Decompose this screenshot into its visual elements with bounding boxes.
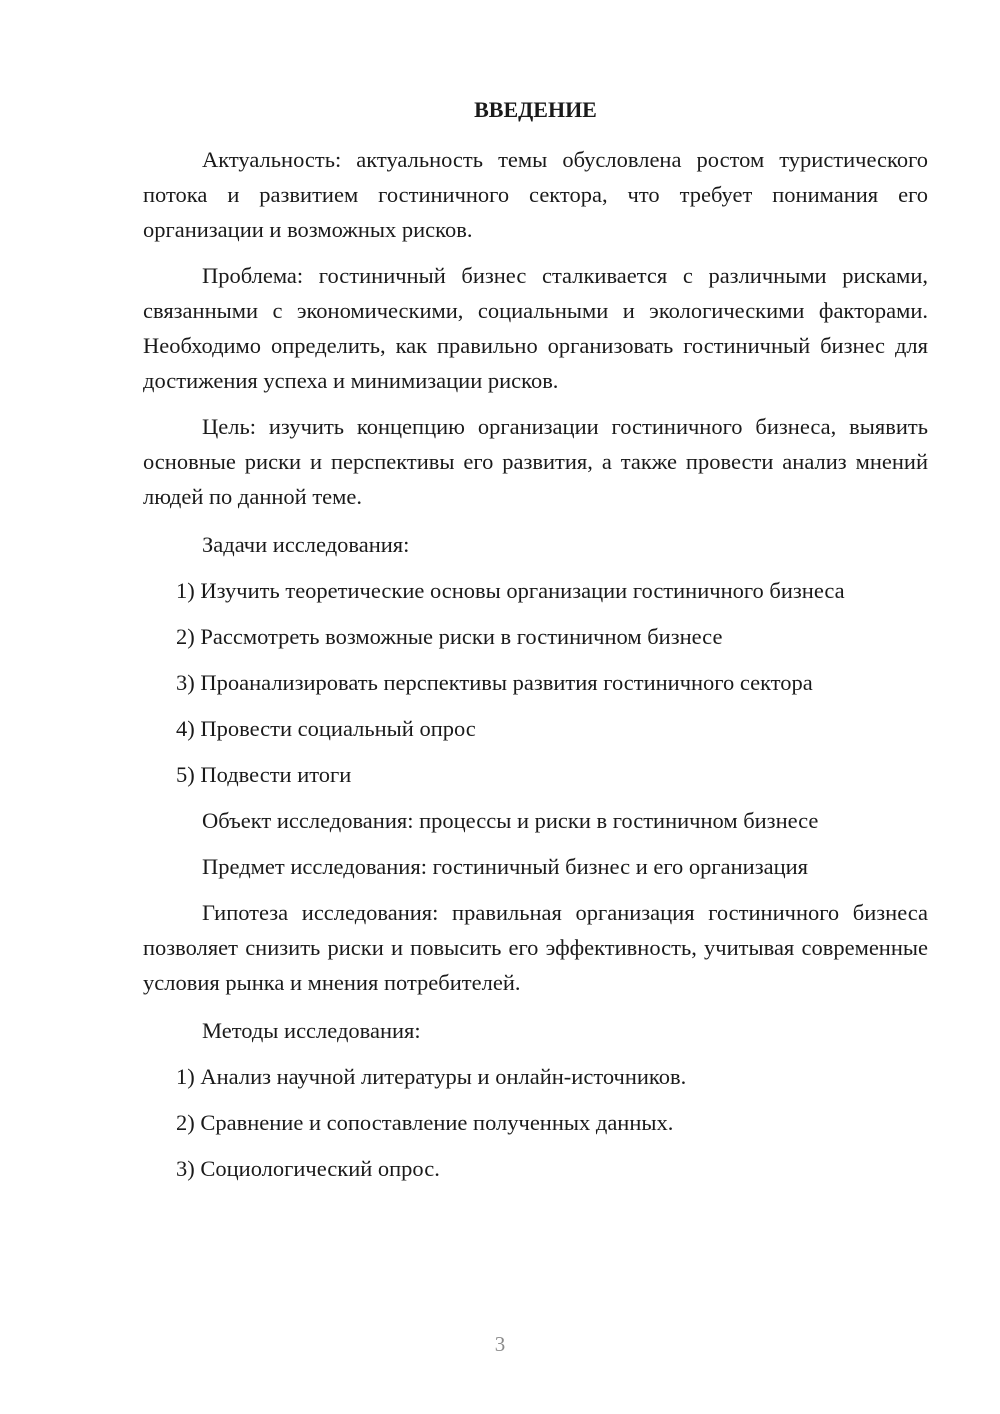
goal-paragraph: Цель: изучить концепцию организации гостиничного бизнеса, выявить основные риски и перспективы его развития, а также провести анализ мнений людей по данной теме. [143, 414, 928, 509]
task-item: 1) Изучить теоретические основы организации гостиничного бизнеса [176, 578, 845, 603]
task-item: 3) Проанализировать перспективы развития гостиничного сектора [176, 670, 813, 695]
subject-line: Предмет исследования: гостиничный бизнес и его организация [202, 854, 809, 879]
task-item: 5) Подвести итоги [176, 762, 352, 787]
method-item: 3) Социологический опрос. [176, 1156, 440, 1181]
tasks-title: Задачи исследования: [202, 532, 410, 557]
method-item: 1) Анализ научной литературы и онлайн-источников. [176, 1064, 687, 1089]
task-item: 4) Провести социальный опрос [176, 716, 476, 741]
problem-paragraph: Проблема: гостиничный бизнес сталкивается с различными рисками, связанными с экономическими, социальными и экологическими факторами. Необходимо определить, как правильно организовать гостиничный бизнес для достижения успеха и минимизации рисков. [143, 263, 928, 393]
hypothesis-paragraph: Гипотеза исследования: правильная организация гостиничного бизнеса позволяет снизить риски и повысить его эффективность, учитывая современные условия рынка и мнения потребителей. [143, 900, 928, 995]
page-number: 3 [494, 1332, 506, 1356]
object-line: Объект исследования: процессы и риски в гостиничном бизнесе [202, 808, 819, 833]
task-item: 2) Рассмотреть возможные риски в гостиничном бизнесе [176, 624, 723, 649]
methods-list [143, 1059, 928, 1186]
methods-title: Методы исследования: [202, 1018, 421, 1043]
tasks-list [143, 573, 928, 792]
page-content [143, 92, 928, 1186]
section-heading: ВВЕДЕНИЕ [474, 97, 597, 122]
relevance-paragraph: Актуальность: актуальность темы обусловлена ростом туристического потока и развитием гостиничного сектора, что требует понимания его организации и возможных рисков. [143, 147, 928, 242]
method-item: 2) Сравнение и сопоставление полученных данных. [176, 1110, 674, 1135]
